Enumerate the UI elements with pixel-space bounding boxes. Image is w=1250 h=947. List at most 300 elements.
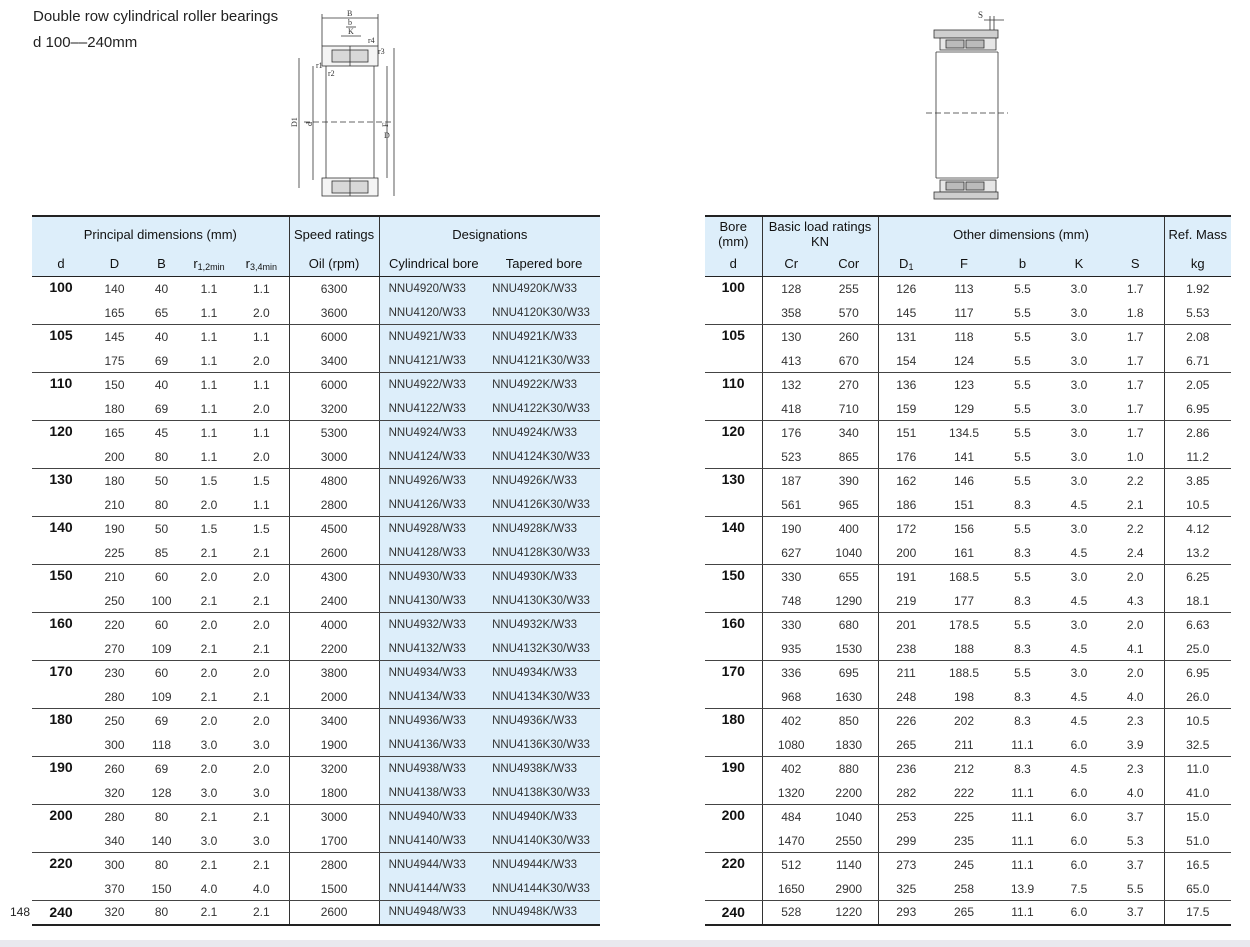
page-title: Double row cylindrical roller bearings [33,8,279,25]
col-S: S [1107,251,1164,277]
label-S: S [978,10,984,20]
cell-cor: 850 [820,709,878,734]
cell-f: 211 [934,734,994,757]
cell-D: 250 [104,714,125,729]
cell-cr: 402 [781,714,802,729]
cell-cyl: NNU4940/W33 [379,805,488,830]
cell-d: 130 [705,469,762,494]
cell-r12: 2.0 [200,762,218,777]
cell-f: 188 [934,638,994,661]
cell-b: 5.5 [994,302,1051,325]
cell-D: 175 [90,350,139,373]
cell-b: 8.3 [994,686,1051,709]
cell-cr: 1320 [762,782,820,805]
cell-d1: 236 [896,762,917,777]
cell-kg: 18.1 [1164,590,1231,613]
cell-cor: 1530 [820,638,878,661]
cell-k: 3.0 [1051,398,1107,421]
cell-d [705,302,762,325]
cell-r12: 1.1 [184,446,234,469]
cell-r12: 1.1 [184,302,234,325]
cell-cyl: NNU4120/W33 [379,302,488,325]
cell-d [32,734,90,757]
cell-tap: NNU4936K/W33 [488,709,600,734]
cell-d1: 282 [878,782,934,805]
cell-s: 3.7 [1107,805,1164,830]
load-ratings-dimensions-table [705,215,1231,926]
cell-kg: 51.0 [1164,830,1231,853]
table-row [705,638,1231,661]
cell-r12: 2.0 [200,666,218,681]
cell-cor: 1040 [820,805,878,830]
cell-cor: 390 [820,469,878,494]
label-r2: r2 [328,69,335,78]
cell-kg: 2.08 [1186,330,1210,345]
cell-d1: 219 [878,590,934,613]
cell-oil: 2200 [289,638,379,661]
col-b: b [994,251,1051,277]
cell-tap: NNU4932K/W33 [488,613,600,638]
cell-r12: 1.1 [200,282,218,297]
cell-f: 198 [934,686,994,709]
cell-d: 120 [49,423,73,439]
cell-b: 11.1 [994,901,1051,925]
cell-cor: 965 [820,494,878,517]
table-row [32,686,600,709]
cell-d: 150 [705,565,762,590]
table-row [32,830,600,853]
cell-r12: 2.1 [184,542,234,565]
cell-f: 161 [934,542,994,565]
cell-s: 1.7 [1107,325,1164,350]
cell-d [32,638,90,661]
cell-B: 69 [139,398,184,421]
cell-r12: 1.1 [184,398,234,421]
table-row [705,469,1231,494]
cell-kg: 6.95 [1186,666,1210,681]
cell-k: 3.0 [1070,618,1088,633]
table-row [705,590,1231,613]
cell-cr: 418 [762,398,820,421]
cell-d: 200 [49,807,73,823]
cell-oil: 5300 [289,421,379,446]
cell-kg: 3.85 [1186,474,1210,489]
cell-k: 4.5 [1051,494,1107,517]
cell-d: 180 [49,711,73,727]
cell-B: 118 [139,734,184,757]
cell-b: 5.5 [1014,426,1031,441]
label-K: K [348,27,354,36]
cell-r12: 2.1 [200,810,218,825]
cell-cor: 570 [820,302,878,325]
cell-d [705,782,762,805]
cell-cor: 695 [820,661,878,686]
cell-cor: 2200 [820,782,878,805]
cell-kg: 11.0 [1186,762,1209,777]
cell-kg: 2.05 [1186,378,1210,393]
col-kg: kg [1164,251,1231,277]
col-cr: Cr [762,251,820,277]
table-row [705,421,1231,446]
cell-s: 4.0 [1107,686,1164,709]
cell-d: 190 [705,757,762,782]
cell-d [705,830,762,853]
cell-cr: 413 [762,350,820,373]
cell-cr: 358 [762,302,820,325]
cell-cr: 484 [781,810,802,825]
cell-B: 40 [154,282,169,297]
cell-s: 4.3 [1107,590,1164,613]
cell-d1: 145 [878,302,934,325]
cell-kg: 32.5 [1164,734,1231,757]
cell-d [32,878,90,901]
cell-b: 5.5 [1014,330,1031,345]
cell-d [705,734,762,757]
cell-B: 50 [154,522,169,537]
cell-d: 200 [705,805,762,830]
table-row [32,613,600,638]
cell-k: 4.5 [1051,590,1107,613]
cell-r34: 2.0 [234,398,289,421]
cell-f: 156 [953,522,975,537]
col-d: d [32,251,90,277]
table-row [32,709,600,734]
cell-cyl: NNU4932/W33 [379,613,488,638]
cell-k: 3.0 [1070,426,1088,441]
cell-d: 240 [32,901,90,925]
cell-D: 150 [104,378,125,393]
cell-cr: 330 [781,618,802,633]
cell-r34: 4.0 [234,878,289,901]
cell-d1: 176 [878,446,934,469]
cell-D: 210 [90,494,139,517]
cell-b: 11.1 [994,830,1051,853]
cell-B: 80 [154,810,169,825]
cell-tap: NNU4930K/W33 [488,565,600,590]
table-row [32,469,600,494]
table-row [705,565,1231,590]
cell-k: 6.0 [1051,830,1107,853]
cell-kg: 2.86 [1186,426,1210,441]
cell-tap: NNU4934K/W33 [488,661,600,686]
label-r3: r3 [378,47,385,56]
table-row [32,901,600,925]
cell-B: 69 [139,350,184,373]
cell-r34: 2.0 [234,709,289,734]
cell-cr: 523 [762,446,820,469]
cell-d [32,398,90,421]
cell-k: 3.0 [1070,570,1088,585]
cell-cr: 561 [762,494,820,517]
cell-cr: 1650 [762,878,820,901]
cell-r34: 2.1 [234,686,289,709]
cell-k: 4.5 [1051,638,1107,661]
cell-B: 40 [154,330,169,345]
cell-oil: 3400 [289,709,379,734]
cell-r34: 2.1 [234,901,289,925]
bore-header: Bore (mm) [705,216,762,251]
cell-D: 370 [90,878,139,901]
table-row [705,542,1231,565]
cell-D: 210 [104,570,125,585]
cell-oil: 3800 [289,661,379,686]
cell-r12: 3.0 [184,830,234,853]
cell-cyl: NNU4926/W33 [379,469,488,494]
cell-cor: 680 [820,613,878,638]
cell-cyl: NNU4121/W33 [379,350,488,373]
designations-header: Designations [379,216,600,251]
cell-s: 2.2 [1107,517,1164,542]
cell-D: 320 [90,901,139,925]
cell-d [705,446,762,469]
cell-k: 4.5 [1051,686,1107,709]
cell-kg: 15.0 [1186,810,1210,825]
cell-cor: 340 [820,421,878,446]
cell-oil: 4800 [289,469,379,494]
cell-oil: 3400 [289,350,379,373]
cell-tap: NNU4944K/W33 [488,853,600,878]
cell-s: 3.7 [1107,853,1164,878]
cell-d [705,686,762,709]
cell-B: 69 [154,762,169,777]
cell-D: 165 [104,426,125,441]
cell-k: 3.0 [1051,446,1107,469]
cell-oil: 4000 [289,613,379,638]
cell-s: 3.7 [1107,901,1164,925]
cell-s: 2.0 [1107,661,1164,686]
cell-d1: 172 [896,522,917,537]
cell-s: 1.0 [1107,446,1164,469]
cell-oil: 6000 [289,373,379,398]
cell-r34: 1.1 [234,494,289,517]
cell-k: 3.0 [1070,474,1088,489]
cell-cyl: NNU4936/W33 [379,709,488,734]
cell-d: 160 [705,613,762,638]
bearing-cross-section-diagram [286,8,396,200]
col-r12: $r_{1,2min}$ [184,251,234,277]
cell-kg: 16.5 [1186,858,1210,873]
label-D1: D1 [290,117,299,127]
col-B: B [139,251,184,277]
cell-tap: NNU4940K/W33 [488,805,600,830]
cell-s: 1.8 [1107,302,1164,325]
cell-f: 245 [953,858,975,873]
cell-d: 120 [705,421,762,446]
cell-B: 150 [139,878,184,901]
cell-cr: 190 [781,522,802,537]
cell-f: 212 [953,762,975,777]
cell-s: 1.7 [1107,398,1164,421]
table-row [32,277,600,302]
cell-kg: 6.63 [1186,618,1210,633]
cell-cyl: NNU4948/W33 [379,901,488,925]
cell-f: 168.5 [948,570,980,585]
cell-d [32,590,90,613]
dimensions-designations-table [32,215,600,926]
cell-cr: 336 [781,666,802,681]
col-cylindrical-bore: Cylindrical bore [379,251,488,277]
cell-f: 129 [934,398,994,421]
cell-cyl: NNU4928/W33 [379,517,488,542]
cell-tap: NNU4948K/W33 [488,901,600,925]
cell-b: 5.5 [1014,522,1031,537]
cell-D: 300 [90,734,139,757]
cell-r12: 2.0 [200,618,218,633]
cell-r12: 2.0 [200,714,218,729]
cell-r12: 2.1 [200,858,218,873]
cell-d1: 159 [878,398,934,421]
table-row [32,757,600,782]
cell-r34: 3.0 [234,734,289,757]
cell-B: 40 [154,378,169,393]
cell-s: 2.0 [1107,613,1164,638]
col-cor: Cor [820,251,878,277]
cell-cor: 880 [820,757,878,782]
cell-kg: 25.0 [1164,638,1231,661]
cell-kg: 17.5 [1164,901,1231,925]
label-r1: r1 [316,61,323,70]
cell-s: 2.1 [1107,494,1164,517]
label-r4: r4 [368,36,375,45]
cell-cyl: NNU4930/W33 [379,565,488,590]
table-row [32,853,600,878]
cell-cr: 968 [762,686,820,709]
cell-cor: 1290 [820,590,878,613]
cell-f: 258 [934,878,994,901]
cell-cor: 255 [820,277,878,302]
table-row [705,398,1231,421]
cell-d [705,494,762,517]
cell-d1: 200 [878,542,934,565]
cell-kg: 1.92 [1186,282,1210,297]
cell-B: 109 [139,638,184,661]
cell-B: 85 [139,542,184,565]
table-row [32,421,600,446]
table-row [32,638,600,661]
cell-B: 50 [154,474,169,489]
cell-k: 7.5 [1051,878,1107,901]
cell-d [32,350,90,373]
cell-oil: 3600 [289,302,379,325]
cell-B: 80 [154,858,169,873]
cell-r12: 3.0 [184,734,234,757]
cell-B: 109 [139,686,184,709]
cell-oil: 2800 [289,853,379,878]
cell-b: 11.1 [994,782,1051,805]
cell-d1: 186 [878,494,934,517]
cell-d1: 154 [878,350,934,373]
cell-r12: 1.1 [200,330,218,345]
cell-tap: NNU4938K/W33 [488,757,600,782]
cell-d [705,590,762,613]
table-row [705,277,1231,302]
cell-d: 100 [705,277,762,302]
cell-f: 235 [934,830,994,853]
cell-f: 146 [953,474,975,489]
table-row [32,302,600,325]
cell-tap: NNU4130K30/W33 [488,590,600,613]
cell-cyl: NNU4944/W33 [379,853,488,878]
cell-D: 340 [90,830,139,853]
cell-d1: 299 [878,830,934,853]
cell-B: 60 [154,666,169,681]
cell-b: 13.9 [994,878,1051,901]
cell-r34: 2.0 [234,757,289,782]
cell-tap: NNU4132K30/W33 [488,638,600,661]
cell-r34: 2.1 [234,638,289,661]
cell-cr: 130 [781,330,802,345]
cell-d1: 238 [878,638,934,661]
cell-d [32,302,90,325]
cell-cor: 270 [820,373,878,398]
cell-d [705,542,762,565]
cell-d: 220 [49,855,73,871]
cell-cr: 512 [781,858,802,873]
cell-r12: 4.0 [184,878,234,901]
cell-k: 6.0 [1070,810,1088,825]
table-row [705,830,1231,853]
cell-D: 225 [90,542,139,565]
cell-cyl: NNU4126/W33 [379,494,488,517]
cell-k: 6.0 [1070,858,1088,873]
cell-D: 220 [104,618,125,633]
table-row [32,446,600,469]
cell-b: 8.3 [994,542,1051,565]
cell-r12: 2.0 [184,494,234,517]
cell-tap: NNU4928K/W33 [488,517,600,542]
cell-tap: NNU4128K30/W33 [488,542,600,565]
cell-r12: 1.5 [200,522,218,537]
table-row [705,734,1231,757]
cell-r12: 2.0 [200,570,218,585]
page-number: 148 [10,905,31,919]
table-row [705,757,1231,782]
cell-d: 140 [705,517,762,542]
label-B: B [347,9,353,18]
cell-r34: 2.0 [234,446,289,469]
cell-cor: 710 [820,398,878,421]
cell-r34: 1.1 [234,277,289,302]
cell-tap: NNU4120K30/W33 [488,302,600,325]
speed-ratings-header: Speed ratings [289,216,379,251]
cell-kg: 41.0 [1164,782,1231,805]
cell-f: 202 [953,714,975,729]
cell-cor: 1140 [820,853,878,878]
cell-cyl: NNU4132/W33 [379,638,488,661]
cell-tap: NNU4924K/W33 [488,421,600,446]
cell-r34: 3.0 [234,830,289,853]
cell-k: 6.0 [1051,734,1107,757]
cell-d: 160 [49,615,73,631]
cell-cr: 748 [762,590,820,613]
cell-r12: 1.1 [184,350,234,373]
cell-cyl: NNU4130/W33 [379,590,488,613]
col-oil: Oil (rpm) [289,251,379,277]
cell-D: 270 [90,638,139,661]
cell-k: 3.0 [1070,282,1088,297]
cell-r12: 2.1 [184,686,234,709]
table-row [32,805,600,830]
cell-kg: 10.5 [1164,494,1231,517]
cell-oil: 4300 [289,565,379,590]
cell-D: 320 [90,782,139,805]
cell-b: 5.5 [1014,474,1031,489]
cell-d: 220 [705,853,762,878]
cell-D: 260 [104,762,125,777]
cell-s: 2.3 [1107,709,1164,734]
cell-k: 4.5 [1051,542,1107,565]
table-row [705,613,1231,638]
